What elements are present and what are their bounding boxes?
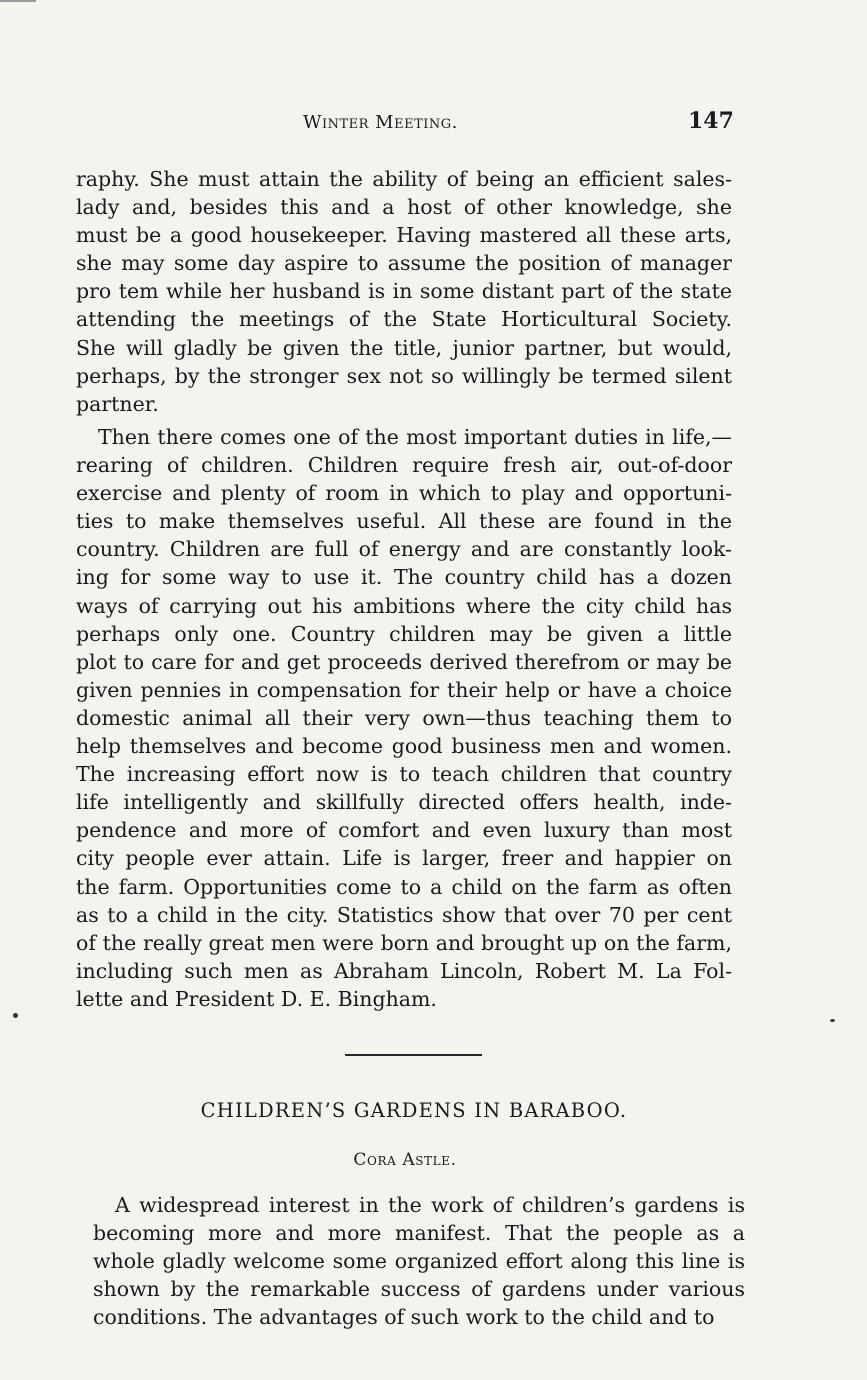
text-line: perhaps only one. Country children may be given a little (76, 621, 732, 646)
text-line: She will gladly be given the title, junior partner, but would, (76, 335, 732, 360)
text-line: shown by the remarkable success of gardens under various (93, 1277, 745, 1302)
text-line: lette and President D. E. Bingham. (76, 986, 437, 1011)
article-opening-paragraph (93, 1191, 745, 1331)
text-line: pro tem while her husband is in some distant part of the state (76, 279, 732, 304)
text-line: whole gladly welcome some organized effort along this line is (93, 1249, 745, 1274)
text-line: perhaps, by the stronger sex not so willingly be termed silent (76, 363, 732, 388)
text-line: life intelligently and skillfully directed offers health, inde- (76, 790, 732, 815)
running-head: Winter Meeting. (303, 112, 458, 133)
page-number: 147 (688, 108, 734, 134)
text-line: help themselves and become good business men and women. (76, 734, 732, 759)
scan-speck (830, 1019, 835, 1022)
text-line: domestic animal all their very own—thus teaching them to (76, 705, 732, 730)
text-line: as to a child in the city. Statistics show that over 70 per cent (76, 902, 732, 927)
text-line: A widespread interest in the work of children’s gardens is (115, 1193, 745, 1217)
text-line: lady and, besides this and a host of other knowledge, she (76, 195, 732, 220)
text-line: of the really great men were born and brought up on the farm, (76, 930, 732, 955)
text-line: given pennies in compensation for their help or have a choice (76, 677, 732, 702)
article-author: Cora Astle. (353, 1150, 457, 1170)
text-line: plot to care for and get proceeds derived therefrom or may be (76, 649, 732, 674)
page-corner-mark (0, 0, 36, 2)
text-line: ing for some way to use it. The country child has a dozen (76, 565, 732, 590)
text-line: ties to make themselves useful. All these are found in the (76, 509, 732, 534)
text-line: Then there comes one of the most important duties in life,— (98, 425, 732, 449)
text-line: raphy. She must attain the ability of being an efficient sales- (76, 167, 732, 191)
text-line: rearing of children. Children require fresh air, out-of-door (76, 453, 732, 478)
text-line: partner. (76, 391, 159, 416)
paragraph-rearing-children (76, 423, 732, 1013)
text-line: country. Children are full of energy and are constantly look- (76, 537, 732, 562)
article-title: CHILDREN’S GARDENS IN BARABOO. (200, 1099, 628, 1122)
text-line: including such men as Abraham Lincoln, Robert M. La Fol- (76, 958, 732, 983)
text-line: the farm. Opportunities come to a child on the farm as often (76, 874, 732, 899)
text-line: city people ever attain. Life is larger, freer and happier on (76, 846, 732, 871)
text-line: conditions. The advantages of such work to the child and to (93, 1305, 715, 1330)
text-line: attending the meetings of the State Horticultural Society. (76, 307, 732, 332)
section-divider-rule (345, 1054, 482, 1056)
text-line: ways of carrying out his ambitions where the city child has (76, 593, 732, 618)
text-line: must be a good housekeeper. Having mastered all these arts, (76, 223, 732, 248)
scan-speck (13, 1013, 18, 1018)
text-line: she may some day aspire to assume the position of manager (76, 251, 732, 276)
text-line: exercise and plenty of room in which to play and opportuni- (76, 481, 732, 506)
text-line: becoming more and more manifest. That the people as a (93, 1221, 745, 1246)
text-line: The increasing effort now is to teach children that country (76, 762, 732, 787)
paragraph-continued (76, 165, 732, 418)
text-line: pendence and more of comfort and even luxury than most (76, 818, 732, 843)
